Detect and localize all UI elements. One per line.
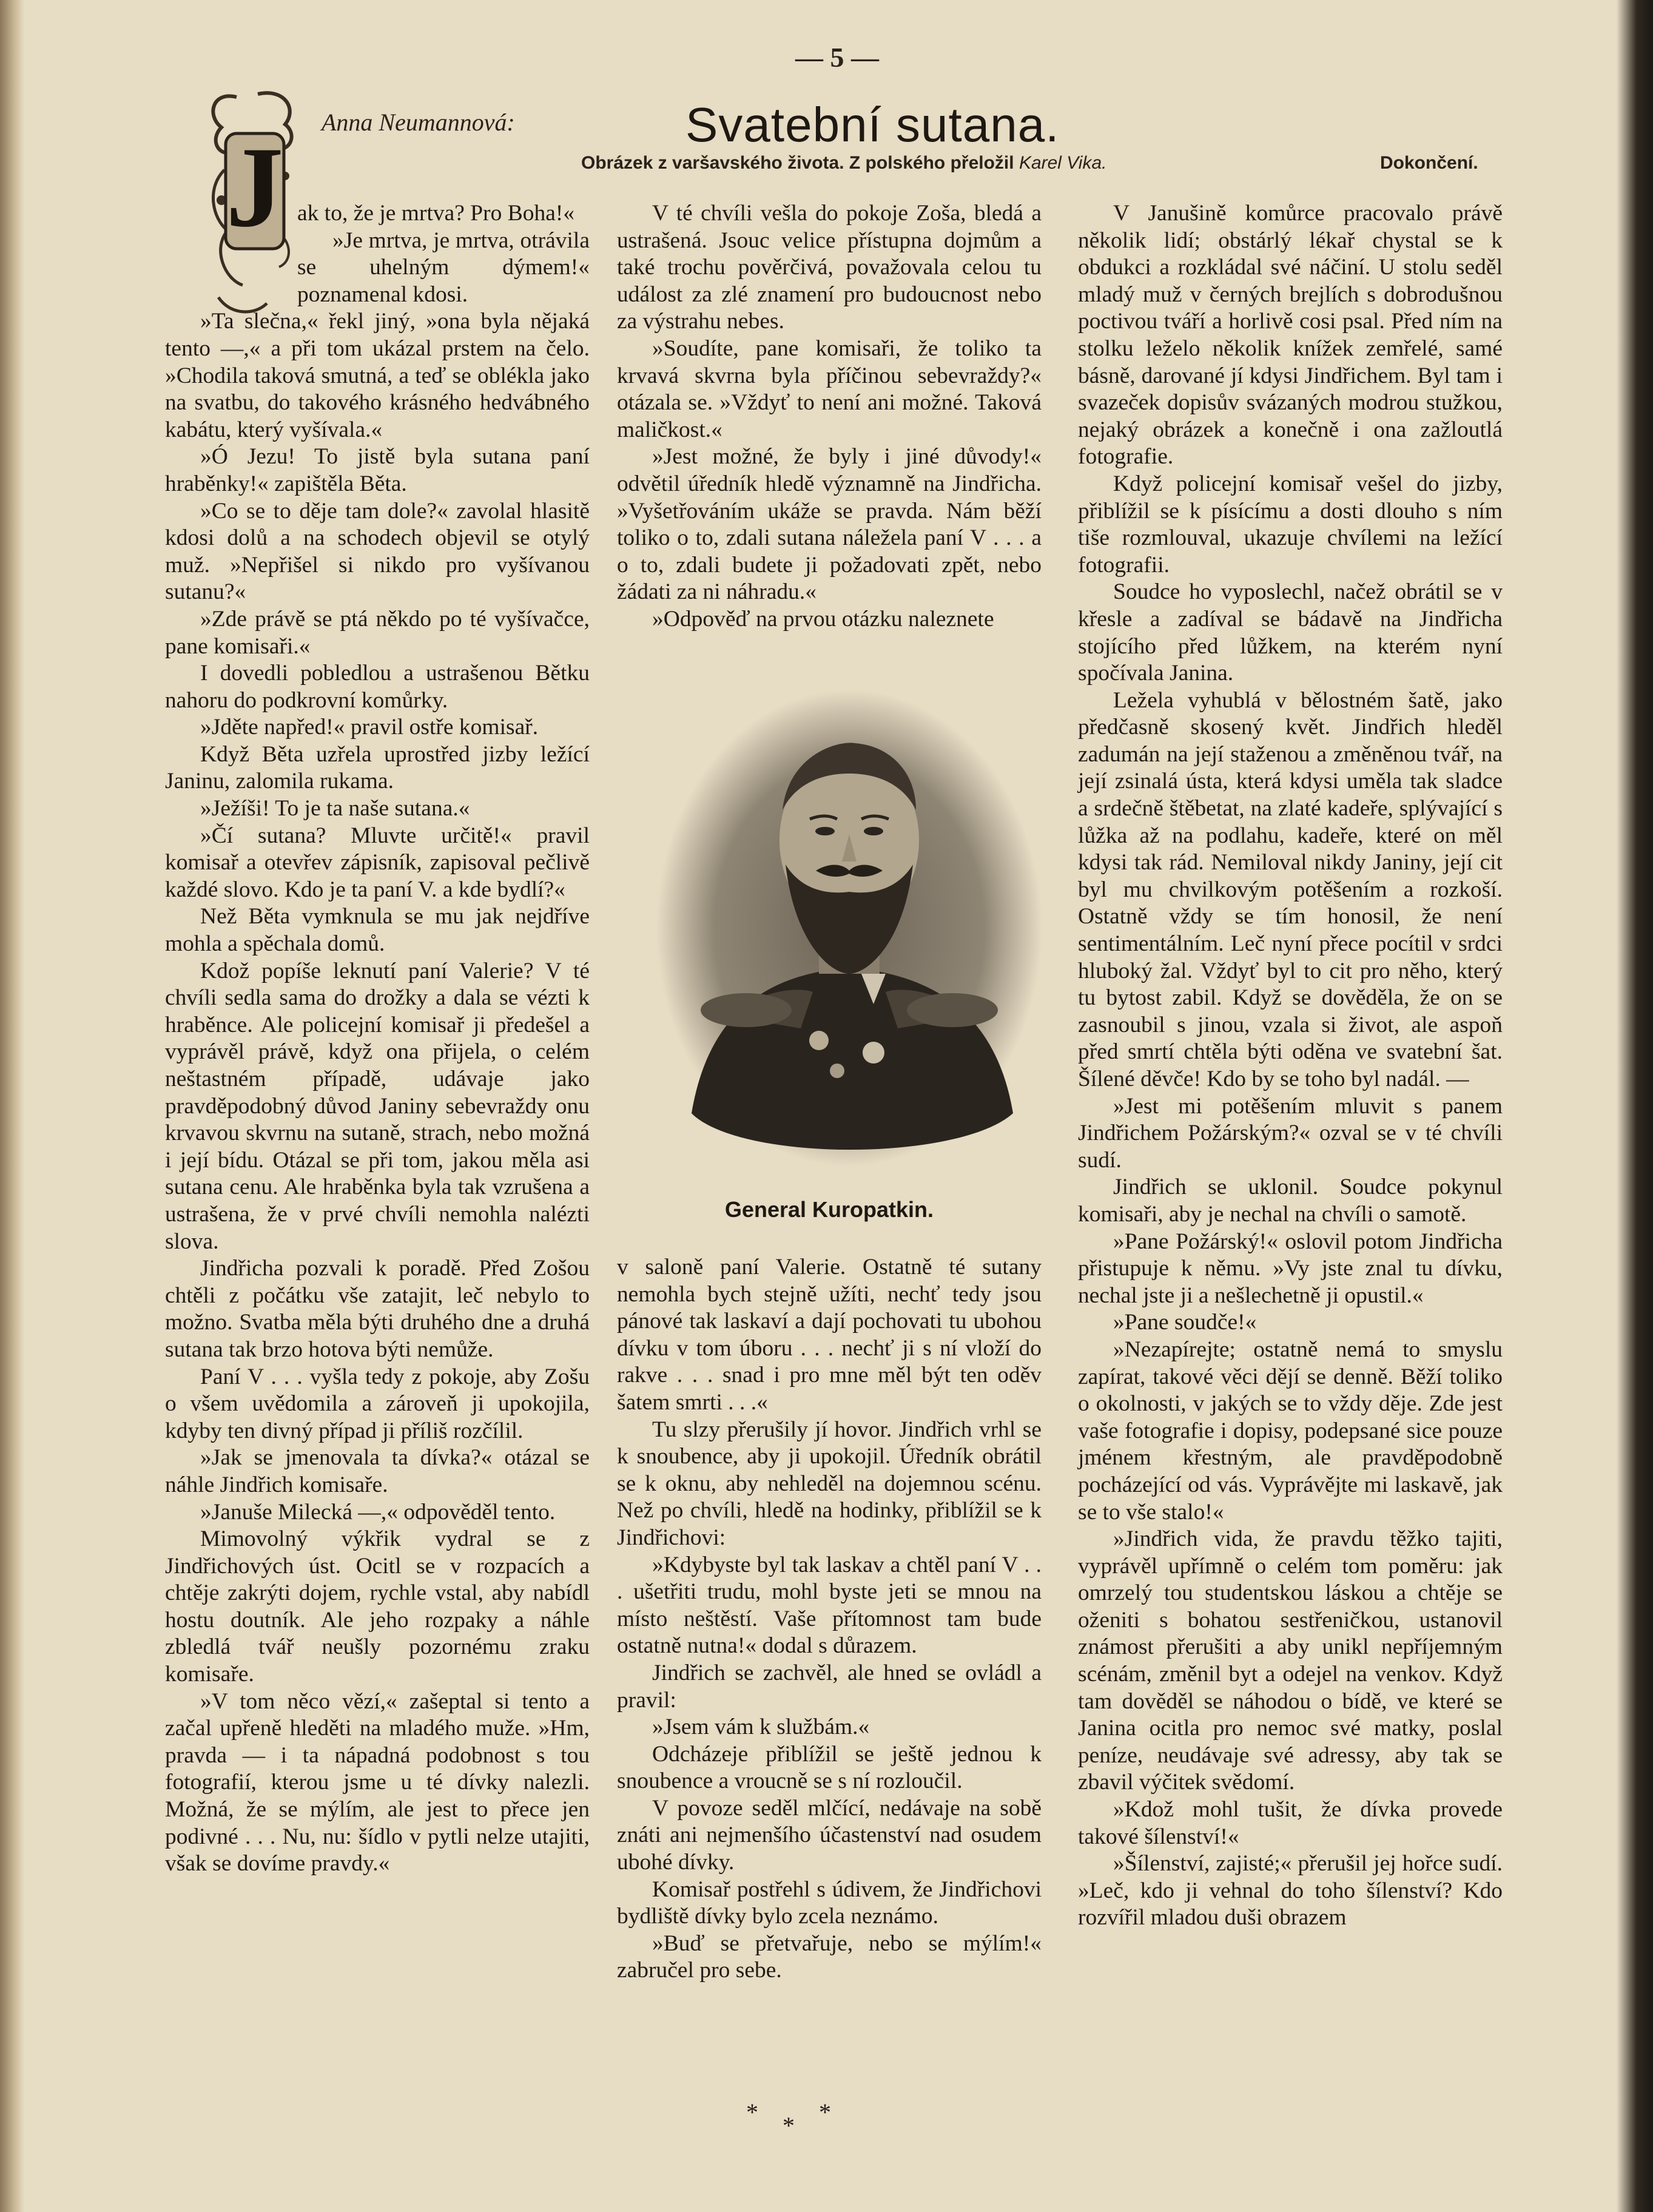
col1-paragraph: »Ta slečna,« řekl jiný, »ona byla nějaká tento —,« a při tom ukázal prstem na čelo. »Chodila taková smutná, a teď se oblékla jako na svatbu, do takového krásného hedvábného kabátu, který vyšívala.«	[165, 309, 590, 442]
asterisk: *	[746, 2099, 758, 2126]
column-2-top	[617, 200, 1042, 633]
col1-paragraph: »Januše Milecká —,« odpověděl tento.	[200, 1499, 556, 1525]
col1-paragraph: Když Běta uzřela uprostřed jizby ležící Janinu, zalomila rukama.	[165, 741, 590, 794]
col3-paragraph: »Pane Požárský!« oslovil potom Jindřicha přistupuje k němu. »Vy jste znal tu dívku, nechal jste ji a nešlechetně ji opustil.«	[1078, 1229, 1503, 1308]
col1-paragraph: »Je mrtva, je mrtva, otrávila se uhelným dýmem!« poznamenal kdosi.	[297, 228, 590, 307]
col1-paragraph: »Jak se jmenovala ta dívka?« otázal se náhle Jindřich komisaře.	[165, 1445, 590, 1497]
portrait-caption: General Kuropatkin.	[724, 1197, 934, 1222]
col3-paragraph: »Kdož mohl tušit, že dívka provede takové šílenství!«	[1078, 1797, 1503, 1849]
col2-paragraph: »Kdybyste byl tak laskav a chtěl paní V . . . ušetřiti trudu, mohl byste jeti se mnou na místo neštěstí. Vaše přítomnost tam bude ostatně nutna!« dodal s důrazem.	[617, 1552, 1042, 1659]
col2-paragraph: »Buď se přetvařuje, nebo se mýlím!« zabručel pro sebe.	[617, 1930, 1042, 1983]
col1-paragraph: Jindřicha pozvali k poradě. Před Zošou chtěli z počátku vše zatajit, leč nebylo to možno. Svatba měla býti druhého dne a druhá sutana tak brzo hotova býti nemůže.	[165, 1256, 590, 1362]
section-divider	[746, 2098, 886, 2139]
col1-paragraph: Kdož popíše leknutí paní Valerie? V té chvíli sedla sama do drožky a dala se vézti k hraběnce. Ale policejní komisař ji předešel a vyprávěl právě, když ona přijela, o celém neštastném případě, udávaje jako pravděpodobný důvod Janiny sebevraždy onu krvavou skvrnu na sutaně, strach, nebo možná i její bídu. Otázal se při tom, jakou měla asi sutana cenu. Ale hraběnka byla tak vzrušena a ustrašena, že v prvé chvíli nemohla nalézti slova.	[165, 958, 590, 1254]
col3-paragraph: Soudce ho vyposlechl, načež obrátil se v křesle a zadíval se bádavě na Jindřicha stojícího před lůžkem, na kterém nyní spočívala Janina.	[1078, 579, 1503, 686]
col2-paragraph: Tu slzy přerušily jí hovor. Jindřich vrhl se k snoubence, aby ji upokojil. Úředník obrátil se k oknu, aby nehleděl na dojemnou scénu. Než po chvíli, hledě na hodinky, přiblížil se k Jindřichovi:	[617, 1417, 1042, 1550]
col1-first-paragraph: ak to, že je mrtva? Pro Boha!«	[297, 201, 575, 226]
column-3	[1078, 200, 1503, 1932]
article-subtitle	[581, 153, 1106, 174]
col1-paragraph: »Jděte napřed!« pravil ostře komisař.	[200, 715, 539, 740]
col1-paragraph: Paní V . . . vyšla tedy z pokoje, aby Zošu o všem uvědomila a zároveň ji upokojila, kdyby ten divný případ ji příliš rozčílil.	[165, 1364, 590, 1443]
subtitle-text: Obrázek z varšavského života. Z polského přeložil	[581, 153, 1014, 173]
col2-paragraph: »Soudíte, pane komisaři, že toliko ta krvavá skvrna byla příčinou sebevraždy?« otázala se. »Vždyť to není ani možné. Taková maličkost.«	[617, 336, 1042, 442]
col2-paragraph: Odcházeje přiblížil se ještě jednou k snoubence a vroucně se s ní rozloučil.	[617, 1741, 1042, 1794]
col2-paragraph: V povoze seděl mlčící, nedávaje na sobě znáti ani nejmenšího účastenství nad osudem ubohé dívky.	[617, 1795, 1042, 1875]
continued-note: Dokončení.	[1380, 153, 1478, 173]
col1-paragraph: Než Běta vymknula se mu jak nejdříve mohla a spěchala domů.	[165, 904, 590, 957]
col2-paragraph: Jindřich se zachvěl, ale hned se ovládl a pravil:	[617, 1660, 1042, 1713]
col2-paragraph: »Odpověď na prvou otázku naleznete	[652, 606, 994, 632]
col3-paragraph: Když policejní komisař vešel do jizby, přiblížil se k písícímu a dosti dlouho s ním tiše rozmlouval, ukazuje chvílemi na ležící fotografii.	[1078, 471, 1503, 578]
col3-paragraph: Ležela vyhublá v bělostném šatě, jako předčasně skosený květ. Jindřich hleděl zadumán na její staženou a změněnou tvář, na její zsinalá ústa, která kdysi uměla tak sladce a srdečně štěbetat, na zlaté kadeře, splývající s lůžka až na podlahu, kadeře, které on měl kdysi tak rád. Nemiloval nikdy Janiny, její cit byl mu chvilkovým potěšením a rozkoší. Ostatně vždy se tím honosil, že není sentimentálním. Leč nyní přece pocítil v srdci hluboký žal. Vždyť byl to cit pro něho, který tu bytost zabil. Když se dověděla, že on se zasnoubil s jinou, vzala si život, ale aspoň před smrtí chtěla býti oděna ve svatební šat. Šílené děvče! Kdo by se toho byl nadál. —	[1078, 687, 1503, 1091]
portrait-image	[655, 689, 1043, 1168]
col1-paragraph: »Co se to děje tam dole?« zavolal hlasitě kdosi dolů a na schodech objevil se otylý muž. »Nepřišel si nikdo pro vyšívanou sutanu?«	[165, 498, 590, 605]
page-edge-right	[1617, 0, 1653, 2212]
col3-paragraph: »Jindřich vida, že pravdu těžko tajiti, vyprávěl upřímně o celém tom poměru: jak omrzelý tou studentskou láskou a chtěje se oženiti s bohatou sestřeničkou, ustanovil známost přerušiti a aby unikl nepříjemným scénám, změnil byt a odejel na venkov. Když tam dověděl se náhodou o bídě, ve které se Janina ocitla pro nemoc své matky, poslal peníze, neudávaje své adressy, aby tak se zbavil výčitek svědomí.	[1078, 1526, 1503, 1795]
col2-paragraph: Komisař postřehl s údivem, že Jindřichovi bydliště dívky bylo zcela neznámo.	[617, 1876, 1042, 1929]
col1-paragraph: Mimovolný výkřik vydral se z Jindřichových úst. Ocitl se v rozpacích a chtěje zakrýti dojem, rychle vstal, aby nabídl hostu doutník. Ale jeho rozpaky a náhle zbledlá tvář neušly pozornému zraku komisaře.	[165, 1526, 590, 1687]
col1-paragraph: »V tom něco vězí,« zašeptal si tento a začal upřeně hleděti na mladého muže. »Hm, pravda — i ta nápadná podobnost s tou fotografií, kterou jsme u té dívky nalezli. Možná, že se mýlím, ale jest to přece jen podivné . . . Nu, nu: šídlo v pytli nelze utajiti, však se dovíme pravdy.«	[165, 1688, 590, 1876]
col3-paragraph: V Janušině komůrce pracovalo právě několik lidí; obstárlý lékař chystal se k obdukci a rozkládal své náčiní. U stolu seděl mladý muž v černých brejlích s dobrodušnou poctivou tváří a horlivě cosi psal. Před ním na stolku leželo několik knížek zemřelé, samé básně, darované jí kdysi Jindřichem. Byl tam i svazeček dopisův svázaných modrou stužkou, nejaký obrázek a konečně i ona zažloutlá fotografie.	[1078, 201, 1503, 470]
col2-paragraph: »Jsem vám k službám.«	[652, 1715, 870, 1740]
col3-paragraph: »Nezapírejte; ostatně nemá to smyslu zapírat, takové věci dějí se denně. Běží toliko o okolnosti, v jakých se to vždy děje. Zde jest vaše fotografie i dopisy, podepsané sice pouze jménem křestným, ale pravděpodobně pocházející od vás. Vyprávějte mi laskavě, jak se to vše stalo!«	[1078, 1337, 1503, 1525]
asterisk: *	[783, 2112, 795, 2139]
col1-paragraph: »Ó Jezu! To jistě byla sutana paní hraběnky!« zapištěla Běta.	[165, 444, 590, 496]
col2-paragraph: »Jest možné, že byly i jiné důvody!« odvětil úředník hledě významně na Jindřicha. »Vyšetřováním ukáže se pravda. Nám běží toliko o to, zdali sutana náležela paní V . . . a o to, zdali budete ji požadovati zpět, nebo žádati za ni náhradu.«	[617, 444, 1042, 605]
initial-letter: J	[226, 124, 284, 251]
column-2-bottom	[617, 1254, 1042, 1984]
col3-paragraph: »Jest mi potěšením mluvit s panem Jindřichem Požárským?« ozval se v té chvíli sudí.	[1078, 1093, 1503, 1173]
asterisk: *	[819, 2099, 831, 2126]
translator-name: Karel Vika.	[1018, 153, 1107, 173]
author-name: Anna Neumannová:	[322, 109, 515, 136]
col1-paragraph: I dovedli pobledlou a ustrašenou Bětku nahoru do podkrovní komůrky.	[165, 661, 590, 713]
page-edge-left	[0, 0, 24, 2212]
col1-paragraph: »Ježíši! To je ta naše sutana.«	[200, 796, 470, 821]
col3-paragraph: Jindřich se uklonil. Soudce pokynul komisaři, aby je nechal na chvíli o samotě.	[1078, 1175, 1503, 1227]
col2-paragraph: V té chvíli vešla do pokoje Zoša, bledá a ustrašená. Jsouc velice přístupna dojmům a také trochu pověrčivá, považovala celou tu událost za zlé znamení pro budoucnost nebo za výstrahu nebes.	[617, 201, 1042, 334]
portrait-photo-icon	[655, 689, 1043, 1168]
col1-paragraph: »Čí sutana? Mluvte určitě!« pravil komisař a otevřev zápisník, zapisoval pečlivě každé slovo. Kdo je ta paní V. a kde bydlí?«	[165, 823, 590, 902]
col3-paragraph: »Šílenství, zajisté;« přerušil jej hořce sudí. »Leč, kdo ji vehnal do toho šílenství? Kdo rozvířil mladou duši obrazem	[1078, 1851, 1503, 1930]
column-1	[165, 200, 590, 1878]
page-number: — 5 —	[795, 42, 879, 73]
col2-paragraph: v saloně paní Valerie. Ostatně té sutany nemohla bych stejně užíti, nechť tedy jsou pánové tak laskaví a dají pochovati tu ubohou dívku v tom úboru . . . nechť ji s ní vloží do rakve . . . snad i pro mne měl být ten oděv šatem smrti . . .«	[617, 1255, 1042, 1415]
col1-paragraph: »Zde právě se ptá někdo po té vyšívačce, pane komisaři.«	[165, 606, 590, 659]
article-title: Svatební sutana.	[685, 98, 1060, 152]
col3-paragraph: »Pane soudče!«	[1113, 1310, 1257, 1335]
